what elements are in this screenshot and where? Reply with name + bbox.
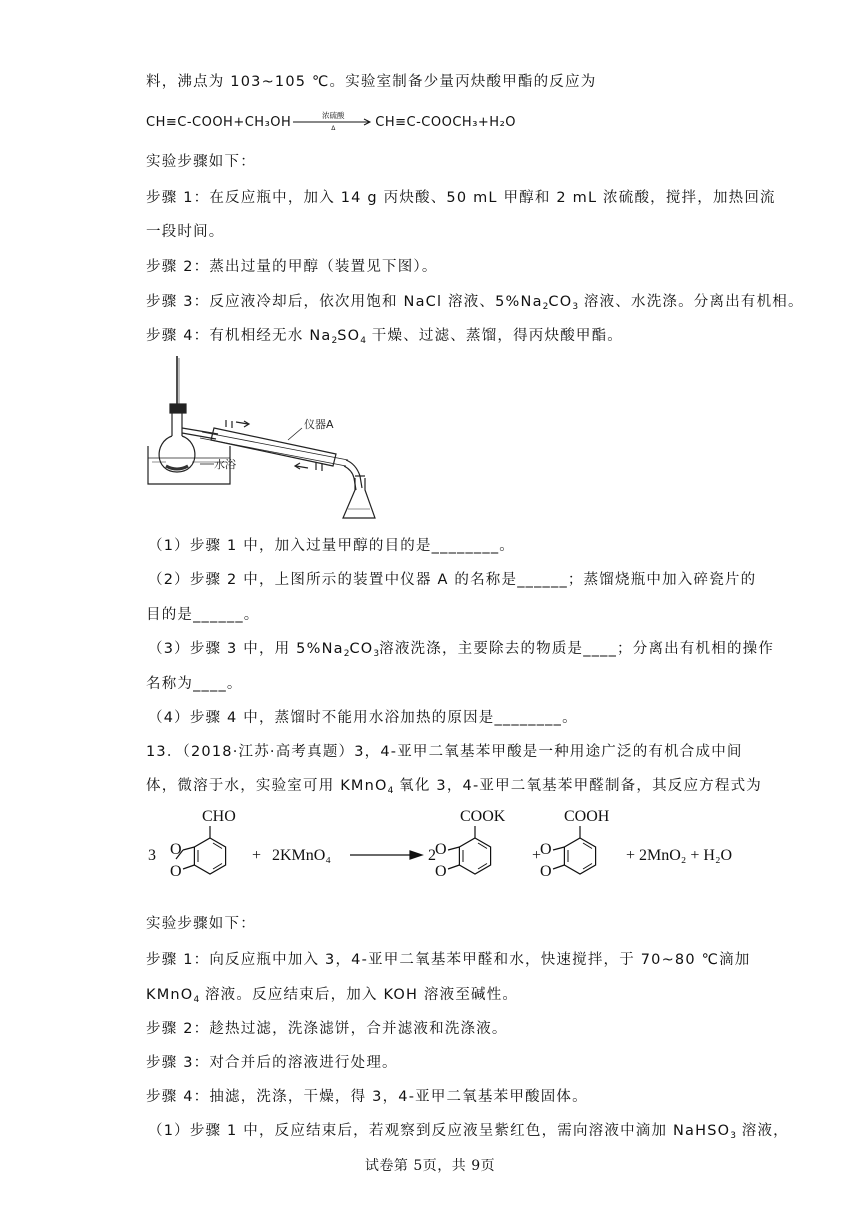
cooh-group-label: COOH: [564, 808, 610, 825]
equation-reactants: CH≡C-COOH+CH₃OH: [146, 114, 292, 130]
steps-heading: 实验步骤如下：: [146, 154, 256, 170]
procedure-step-4: 步骤 4：抽滤，洗涤，干燥，得 3，4-亚甲二氧基苯甲酸固体。: [146, 1089, 588, 1105]
oxidation-reaction-scheme: [140, 800, 733, 912]
reaction-equation: [146, 111, 516, 133]
svg-text:O: O: [435, 841, 447, 858]
procedure-step-1-line-2: KMnO$_4$ 溶液。反应结束后，加入 KOH 溶液至碱性。: [146, 987, 519, 1005]
sub-question-1: （1）步骤 1 中，反应结束后，若观察到反应液呈紫红色，需向溶液中滴加 NaHSO$_3$ 溶液，: [148, 1123, 789, 1141]
step-3: 步骤 3：反应液冷却后，依次用饱和 NaCl 溶液、$5\%Na_2CO_3$ 溶液、水洗涤。分离出有机相。: [146, 294, 804, 312]
oxidant-label: 2KMnO₄: [272, 847, 331, 864]
instrument-a-label: 仪器A: [304, 418, 334, 431]
svg-text:O: O: [170, 841, 182, 858]
question-3-line-2: 名称为____。: [146, 676, 243, 692]
byproducts-label: + 2MnO₂ + H₂O: [626, 847, 733, 864]
procedure-step-3: 步骤 3：对合并后的溶液进行处理。: [146, 1055, 398, 1071]
svg-text:O: O: [540, 863, 552, 880]
page-footer: 试卷第 5页，共 9页: [364, 1158, 496, 1174]
cook-group-label: COOK: [460, 808, 506, 825]
reaction-arrow: [293, 111, 373, 133]
procedure-step-1-line-1: 步骤 1：向反应瓶中加入 3，4-亚甲二氧基苯甲醛和水，快速搅拌，于 70~80 ℃滴加: [146, 952, 751, 968]
reaction-condition-heat: Δ: [331, 125, 336, 132]
question-4: （4）步骤 4 中，蒸馏时不能用水浴加热的原因是________。: [148, 710, 578, 726]
distillation-apparatus-figure: [140, 354, 440, 526]
plus-sign-2: +: [532, 847, 542, 864]
question-2-line-2: 目的是______。: [146, 607, 260, 623]
svg-text:O: O: [540, 841, 552, 858]
cho-group-label: CHO: [202, 808, 236, 825]
reaction-arrow-2: [350, 851, 422, 859]
question-2-line-1: （2）步骤 2 中，上图所示的装置中仪器 A 的名称是______；蒸馏烧瓶中加入碎瓷片的: [148, 572, 757, 588]
water-bath-label: 水浴: [214, 458, 236, 471]
step-1-line-2: 一段时间。: [146, 224, 225, 240]
step-2: 步骤 2：蒸出过量的甲醇（装置见下图）。: [146, 259, 438, 275]
procedure-step-2: 步骤 2：趁热过滤，洗涤滤饼，合并滤液和洗涤液。: [146, 1021, 508, 1037]
question-3-line-1: （3）步骤 3 中，用 $5\%Na_2CO_3$溶液洗涤，主要除去的物质是____；分离出有机相的操作: [148, 641, 775, 659]
steps-heading-2: 实验步骤如下：: [146, 916, 256, 932]
reaction-condition-catalyst: 浓硫酸: [322, 111, 345, 120]
text-line: 料，沸点为 103~105 ℃。实验室制备少量丙炔酸甲酯的反应为: [146, 74, 597, 90]
step-4: 步骤 4：有机相经无水 $Na_2SO_4$ 干燥、过滤、蒸馏，得丙炔酸甲酯。: [146, 328, 623, 346]
coefficient-3: 3: [148, 847, 156, 864]
question-1: （1）步骤 1 中，加入过量甲醇的目的是________。: [148, 538, 515, 554]
coefficient-2: 2: [428, 847, 436, 864]
problem-13-line-1: 13．（2018·江苏·高考真题）3，4-亚甲二氧基苯甲酸是一种用途广泛的有机合成中间: [146, 744, 743, 760]
svg-text:O: O: [170, 863, 182, 880]
step-1-line-1: 步骤 1：在反应瓶中，加入 14 g 丙炔酸、50 mL 甲醇和 2 mL 浓硫酸，搅拌，加热回流: [146, 190, 776, 206]
potassium-salt-structure: [435, 826, 491, 880]
plus-sign: +: [252, 847, 262, 864]
benzaldehyde-structure: [170, 826, 226, 880]
equation-products: CH≡C-COOCH₃+H₂O: [375, 114, 517, 130]
problem-13-line-2: 体，微溶于水，实验室可用 KMnO$_4$ 氧化 3，4-亚甲二氧基苯甲醛制备，其反应方程式为: [146, 778, 762, 796]
svg-text:O: O: [435, 863, 447, 880]
benzoic-acid-structure: [540, 826, 596, 880]
